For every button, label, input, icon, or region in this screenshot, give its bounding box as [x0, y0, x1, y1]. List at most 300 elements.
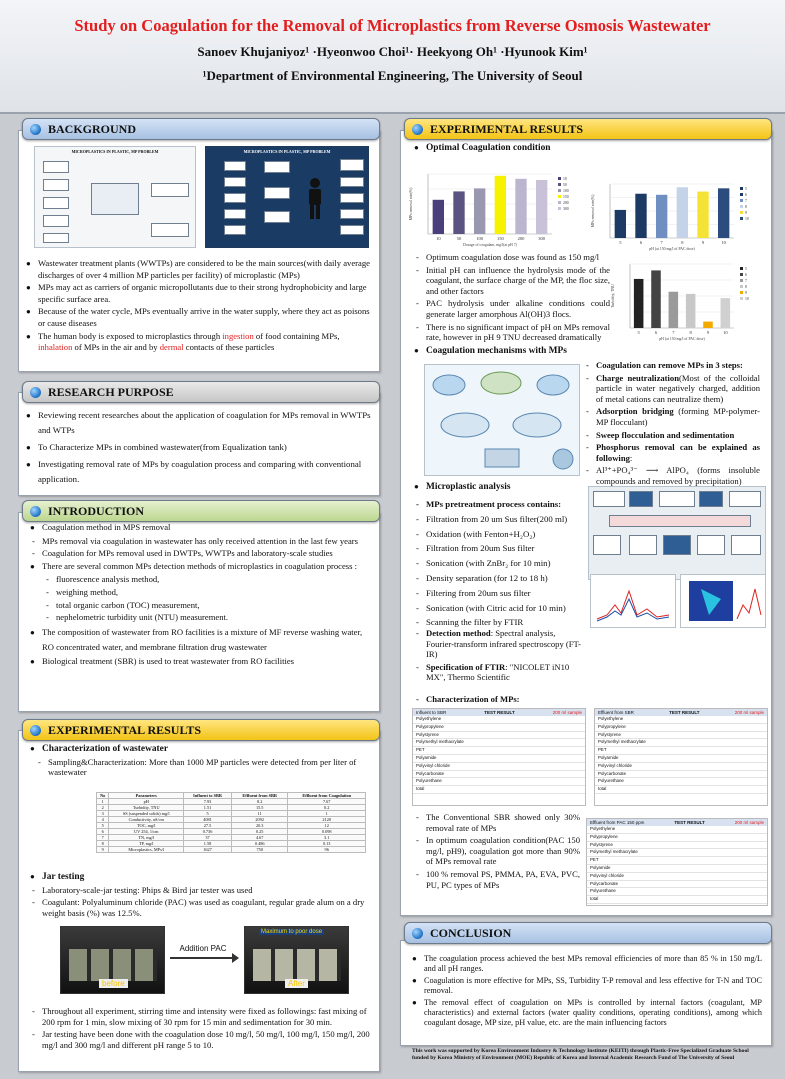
table-title-row: Effluent from PAC 150 ppm TEST RESULT 200 ml sample	[587, 819, 767, 826]
background-bullets	[26, 258, 371, 355]
pre-step: - Oxidation (with Fenton+H₂O₂)	[414, 528, 586, 541]
table-row	[97, 847, 366, 853]
acknowledgement: This work was supported by Korea Environment Industry & Technology Institute (KEITI) through Plastic-Free Specialized Graduate School funded by Korea Ministry of Environment (MOE) Republic of Korea and Internal Academic Research Fund of The University of Seoul	[412, 1048, 749, 1061]
bar	[635, 194, 646, 238]
jar-title: ● Jar testing	[30, 872, 370, 883]
pretreatment-steps	[414, 498, 586, 631]
legend-label: 10	[745, 297, 749, 301]
fig-node	[151, 223, 189, 237]
pre-step: - Scanning the filter by FTIR	[414, 616, 586, 629]
legend-label: 100	[563, 189, 569, 193]
table-title-row: Influent to SBR TEST RESULT 200 ml sample	[413, 709, 585, 716]
legend-swatch	[558, 207, 561, 210]
conclusion-bullet: ● The coagulation process achieved the best MPs removal efficiencies of more than 85 % in 150 mg/L and all pH ranges.	[412, 954, 762, 974]
bar	[615, 210, 626, 238]
polymer-row: Polyvinyl chloride	[587, 873, 767, 881]
bar	[697, 192, 708, 238]
background-bullet: ● Wastewater treatment plants (WWTPs) are considered to be the main sources(with daily average discharges of over 4 million MP particles per facility) of microplastic (MPs)	[26, 258, 371, 280]
intro-dash: - Coagulation for MPs removal used in DWTPs, WWTPs and laboratory-scale studies	[30, 548, 372, 559]
tick-label: 10	[721, 240, 726, 245]
table-cell: Microplastics, MPs/l	[109, 847, 184, 853]
bar	[474, 188, 485, 234]
bar	[634, 279, 644, 328]
table-cell: 1.58	[184, 841, 232, 847]
polymer-row: Polyethylene	[587, 826, 767, 834]
table-cell: 1627	[184, 847, 232, 853]
intro-bullet: ● Coagulation method in MPS removal	[30, 522, 372, 534]
polymer-row: total	[587, 896, 767, 904]
table-cell: 4081	[184, 817, 232, 823]
table-cell: 2120	[288, 817, 366, 823]
flow-step	[629, 535, 657, 555]
fig-node	[43, 197, 69, 209]
table-cell: 8.2	[232, 799, 288, 805]
fig-node	[43, 233, 69, 243]
tick-label: 7	[672, 330, 675, 335]
fig-node	[340, 159, 364, 171]
table-cell: 4.67	[232, 835, 288, 841]
opt-bullet: - PAC hydrolysis under alkaline conditions could generate larger amorphous Al(OH)3 flocs.	[414, 298, 610, 319]
jar-dash: - Laboratory-scale-jar testing: Phips & Bird jar tester was used	[30, 885, 370, 896]
table-cell: Conductivity, uS/cm	[109, 817, 184, 823]
legend-label: 5	[745, 187, 747, 191]
detection-info	[414, 628, 584, 685]
background-bullet: ● MPs may act as carriers of organic micropollutants due to their strong hydrophobicity and large specific surface area.	[26, 282, 371, 304]
bar	[433, 200, 444, 234]
bullet-dot-icon	[412, 124, 423, 135]
table-cell: 7.93	[184, 799, 232, 805]
table-cell: 9	[97, 847, 109, 853]
ftir-spectrum-left	[590, 574, 676, 628]
legend-swatch	[558, 195, 561, 198]
tick-label: 10	[436, 236, 441, 241]
table-cell: 0.486	[232, 841, 288, 847]
photo-banner: Maximum to poor dose	[261, 929, 323, 935]
tick-label: 5	[619, 240, 622, 245]
flow-step	[593, 535, 621, 555]
bullet-dot-icon	[412, 928, 423, 939]
flow-step	[663, 535, 691, 555]
polymer-row: Polyamide	[413, 755, 585, 763]
tick-label: 150	[496, 236, 504, 241]
legend-swatch	[740, 291, 743, 294]
fig-node	[224, 177, 246, 187]
legend-swatch	[740, 187, 743, 190]
jar-dash: - Coagulant: Polyaluminum chloride (PAC) was used as coagulant, regular grade alum on a dry weight basis (%) was 12.5%.	[30, 897, 370, 918]
legend-label: 6	[745, 193, 747, 197]
legend-swatch	[558, 183, 561, 186]
conclusion-bullet: ● The removal effect of coagulation on MPs is controlled by internal factors (coagulant, MP characteristics) and external factors (water quality conditions, operating conditions), among which coagulant dosage, MP size, pH value, etc. are the main influencing factors	[412, 998, 762, 1028]
bar	[656, 195, 667, 238]
pre-step: - Sonication (with Citric acid for 10 min)	[414, 602, 586, 615]
flow-step	[699, 491, 723, 507]
intro-dash: - MPs removal via coagulation in wastewater has only received attention in the last few years	[30, 536, 372, 547]
table-cell: pH	[109, 799, 184, 805]
polymer-row: Polymethyl methacrylate	[595, 739, 767, 747]
intro-bullet: ● There are several common MPs detection methods of microplastics in coagulation process :	[30, 561, 372, 573]
bullet-dot-icon	[30, 124, 41, 135]
legend-swatch	[558, 201, 561, 204]
mp-table-rows	[587, 826, 767, 904]
intro-bullet: ● Biological treatment (SBR) is used to treat wastewater from RO facilities	[30, 656, 372, 668]
fig-node	[224, 193, 246, 203]
polymer-row: Polycarbonate	[595, 771, 767, 779]
legend-label: 8	[745, 285, 747, 289]
addition-pac-label: Addition PAC	[179, 944, 227, 953]
introduction-bullets	[30, 522, 372, 669]
tick-label: 6	[639, 240, 643, 245]
fig-node	[340, 177, 364, 187]
chart-ph-removal	[588, 176, 764, 252]
tick-label: 100	[476, 236, 484, 241]
summary-bullet: - The Conventional SBR showed only 30% removal rate of MPs	[414, 812, 580, 833]
x-axis-label: Dosage of coagulant, mg/l(at pH 7)	[463, 243, 517, 247]
legend-swatch	[558, 189, 561, 192]
fig-node	[340, 209, 364, 219]
table-cell: 5	[184, 811, 232, 817]
flow-step	[593, 491, 625, 507]
opt-title: ● Optimal Coagulation condition	[414, 143, 754, 154]
bar	[721, 298, 731, 328]
polymer-row: Polymethyl methacrylate	[413, 739, 585, 747]
detection-method-item: - nephelometric turbidity unit (NTU) measurement.	[44, 612, 372, 623]
legend-swatch	[740, 205, 743, 208]
exp-right-heading: EXPERIMENTAL RESULTS	[404, 118, 772, 140]
fig-node	[264, 187, 290, 199]
purpose-bullet: ● To Characterize MPs in combined wastewater(from Equalization tank)	[26, 440, 371, 455]
polymer-row: Polyvinyl chloride	[413, 763, 585, 771]
table-cell: 96	[288, 847, 366, 853]
bar	[495, 176, 506, 234]
legend-label: 300	[563, 207, 569, 211]
fig-node	[224, 209, 246, 219]
chart-ph-turbidity	[608, 256, 764, 342]
fig-node	[340, 193, 364, 203]
summary-bullet: - In optimum coagulation condition(PAC 150 mg/l, pH9), coagulation got more than 90% of MPs removal rate	[414, 835, 580, 867]
mp-char-title: - Characterization of MPs:	[414, 694, 754, 705]
polymer-row: Polystyrene	[587, 842, 767, 850]
wastewater-characterization	[30, 744, 370, 780]
conclusion-heading: CONCLUSION	[404, 922, 772, 944]
table-cell: 750	[232, 847, 288, 853]
legend-swatch	[740, 199, 743, 202]
bar	[677, 187, 688, 238]
detection-method-item: - fluorescence analysis method,	[44, 574, 372, 585]
table-cell: 7.67	[288, 799, 366, 805]
background-bullet: ● The human body is exposed to microplastics through ingestion of food containing MPs, inhalation of MPs in the air and by dermal contacts of these particles	[26, 331, 371, 353]
polymer-row: Polyurethane	[595, 778, 767, 786]
polymer-row: Polypropylene	[587, 834, 767, 842]
poster-affiliation: ¹Department of Environmental Engineering, The University of Seoul	[202, 68, 583, 83]
bar	[453, 191, 464, 234]
pre-step: - Filtering from 20um sus filter	[414, 587, 586, 600]
legend-label: 50	[563, 183, 567, 187]
detection-method-item: - weighing method,	[44, 587, 372, 598]
purpose-bullets	[26, 408, 371, 489]
table-cell: 2	[97, 805, 109, 811]
bar	[536, 180, 547, 234]
photo-before-label: before	[99, 979, 128, 988]
legend-label: 10	[745, 217, 749, 221]
background-heading: BACKGROUND	[22, 118, 380, 140]
arrowhead-icon	[232, 953, 239, 963]
table-header: Effluent from Coagulation	[288, 793, 366, 799]
mech-item: - Sweep flocculation and sedimentation	[584, 430, 760, 441]
legend-swatch	[740, 273, 743, 276]
fig-node	[43, 179, 69, 191]
table-header: No	[97, 793, 109, 799]
polymer-row: Polypropylene	[413, 724, 585, 732]
polymer-row: Polyvinyl chloride	[595, 763, 767, 771]
summary-bullet: - 100 % removal PS, PMMA, PA, EVA, PVC, PU, PC types of MPs	[414, 869, 580, 890]
polymer-row: Polyurethane	[587, 888, 767, 896]
tick-label: 300	[538, 236, 546, 241]
pre-title: - MPs pretreatment process contains:	[414, 498, 586, 511]
exp-left-heading: EXPERIMENTAL RESULTS	[22, 719, 380, 741]
table-cell: 1	[288, 811, 366, 817]
table-cell: 27.5	[184, 823, 232, 829]
y-axis-label: MPs removal rate(%)	[591, 194, 595, 228]
intro-bullet: ● The composition of wastewater from RO facilities is a mixture of MF reverse washing water, RO concentrated water, and membrane filtration drug wastewater	[30, 625, 372, 654]
polymer-row: Polycarbonate	[587, 881, 767, 889]
legend-swatch	[740, 217, 743, 220]
tick-label: 8	[681, 240, 684, 245]
chart-dosage	[406, 166, 582, 248]
fig-node	[264, 161, 290, 173]
mech-formula: - Al³⁺+PO₄³⁻ ⟶ AlPO₄ (forms insoluble compounds and removed by precipitation)	[584, 465, 760, 486]
bullet-dot-icon	[30, 506, 41, 517]
table-cell: 7	[97, 835, 109, 841]
fig-node	[43, 215, 69, 227]
jar-row	[253, 949, 341, 981]
table-cell: 20.3	[232, 823, 288, 829]
fig-node	[224, 225, 246, 235]
figure-left-title: MICROPLASTICS IN PLASTIC, MP PROBLEM	[71, 149, 159, 154]
char-text: - Sampling&Characterization: More than 1000 MP particles were detected from per liter of wastewater	[36, 757, 370, 778]
polymer-row: total	[413, 786, 585, 794]
table-cell: 1.51	[184, 805, 232, 811]
legend-label: 9	[745, 211, 747, 215]
arrow-right-icon	[170, 957, 236, 959]
poster-title: Study on Coagulation for the Removal of Microplastics from Reverse Osmosis Wastewater	[74, 16, 711, 35]
polymer-row: Polycarbonate	[413, 771, 585, 779]
opt-bullet: - Initial pH can influence the hydrolysis mode of the coagulant, the surface charge of the MP, the floc size, and other factors	[414, 265, 610, 297]
table-header: Effluent from SBR	[232, 793, 288, 799]
coagulation-mechanism-diagram	[424, 364, 580, 476]
purpose-bullet: ● Reviewing recent researches about the application of coagulation for MPs removal in WWTPs and WTPs	[26, 408, 371, 438]
legend-label: 9	[745, 291, 747, 295]
micro-title: ● Microplastic analysis	[414, 482, 754, 493]
table-cell: 11	[232, 811, 288, 817]
bar	[718, 188, 729, 238]
tick-label: 7	[660, 240, 663, 245]
table-header: Influent to SBR	[184, 793, 232, 799]
legend-swatch	[740, 193, 743, 196]
y-axis-label: Turbidity, TNU	[611, 284, 615, 308]
tick-label: 50	[456, 236, 462, 241]
table-cell: 0.25	[232, 829, 288, 835]
photo-after-label: After	[285, 979, 308, 988]
human-figure-icon	[304, 177, 326, 221]
background-bullet: ● Because of the water cycle, MPs eventually arrive in the water supply, where they act as poisons or cause diseases	[26, 306, 371, 328]
opt-bullets	[414, 252, 610, 345]
y-axis-label: MPs removal rate(%)	[409, 187, 413, 221]
bullet-dot-icon	[30, 725, 41, 736]
flow-step	[697, 535, 725, 555]
jar-testing	[30, 872, 370, 920]
ftir-map	[681, 575, 765, 627]
polymer-row: Polymethyl methacrylate	[587, 849, 767, 857]
legend-swatch	[740, 211, 743, 214]
legend-label: 200	[563, 201, 569, 205]
polymer-row: total	[595, 786, 767, 794]
poster-authors: Sanoev Khujaniyoz¹ ·Hyeonwoo Choi¹· Heekyong Oh¹ ·Hyunook Kim¹	[197, 44, 588, 59]
bar	[669, 292, 679, 328]
conclusion-bullets	[412, 954, 762, 1030]
table-cell: 5	[97, 823, 109, 829]
conclusion-bullet: ● Coagulation is more effective for MPs, SS, Turbidity T-P removal and less effective for T-N and TOC removal.	[412, 976, 762, 996]
fig-node	[340, 225, 364, 235]
ftir-spec: - Specification of FTIR: "NICOLET iN10 MX", Thermo Scientific	[414, 662, 584, 683]
introduction-heading: INTRODUCTION	[22, 500, 380, 522]
polymer-row: Polyamide	[587, 865, 767, 873]
polymer-row: Polyethylene	[413, 716, 585, 724]
tick-label: 5	[637, 330, 640, 335]
jar-row	[69, 949, 157, 981]
legend-label: 7	[745, 199, 747, 203]
wastewater-table	[96, 792, 366, 853]
table-cell: 8	[97, 841, 109, 847]
bar	[515, 179, 526, 234]
polymer-row: PET	[595, 747, 767, 755]
background-figure-right	[205, 146, 369, 248]
mech-title: ● Coagulation mechanisms with MPs	[414, 346, 754, 357]
purpose-heading: RESEARCH PURPOSE	[22, 381, 380, 403]
jar-dash: - Jar testing have been done with the coagulation dose 10 mg/l, 50 mg/l, 100 mg/l, 150 mg/l, 200 mg/l and 300 mg/l and different pH range 5 to 10.	[30, 1029, 370, 1050]
legend-label: 6	[745, 273, 747, 277]
pretreatment-flow-diagram	[588, 486, 766, 580]
polymer-row: Polyamide	[595, 755, 767, 763]
bar	[651, 270, 661, 328]
table-title-row: Effluent from SBR TEST RESULT 200 ml sample	[595, 709, 767, 716]
table-cell: 0.736	[184, 829, 232, 835]
flow-step	[629, 491, 653, 507]
mp-table-influent	[412, 708, 586, 806]
table-cell: 2092	[232, 817, 288, 823]
mp-char-title-wrap	[414, 694, 754, 707]
summary-bullets	[414, 812, 580, 892]
fig-node	[151, 183, 189, 197]
legend-label: 5	[745, 267, 747, 271]
legend-swatch	[740, 285, 743, 288]
ftir-spectrum-right	[680, 574, 766, 628]
table-cell: UV 254, 1/cm	[109, 829, 184, 835]
table-cell: 3	[97, 811, 109, 817]
jar-conditions	[30, 1006, 370, 1052]
bar	[686, 294, 696, 328]
mp-table-rows	[413, 716, 585, 794]
flow-step	[659, 491, 695, 507]
x-axis-label: pH (at 150 mg/l of PAC dose)	[659, 337, 705, 341]
tick-label: 9	[706, 330, 710, 335]
table-cell: 4	[97, 817, 109, 823]
mechanism-illustration	[425, 365, 579, 475]
fig-node	[224, 161, 246, 171]
detection-method-item: - total organic carbon (TOC) measurement,	[44, 600, 372, 611]
mech-item: - Adsorption bridging (forming MP-polymer-MP flocculant)	[584, 406, 760, 427]
table-cell: 12	[288, 823, 366, 829]
table-cell: TOC, mg/l	[109, 823, 184, 829]
treatment-facility-illustration	[91, 183, 139, 215]
tick-label: 9	[701, 240, 705, 245]
legend-swatch	[740, 279, 743, 282]
legend-label: 8	[745, 205, 747, 209]
table-cell: SS (suspended solids) mg/l	[109, 811, 184, 817]
polymer-row: PET	[413, 747, 585, 755]
polymer-row: Polypropylene	[595, 724, 767, 732]
polymer-row: Polyethylene	[595, 716, 767, 724]
pre-step: - Sonication (with ZnBr₂ for 10 min)	[414, 557, 586, 570]
mech-list	[584, 360, 760, 489]
polymer-row: Polystyrene	[413, 732, 585, 740]
flow-step	[731, 535, 761, 555]
table-cell: 0.2	[288, 805, 366, 811]
opt-title-wrap	[414, 143, 754, 156]
table-header: Parameters	[109, 793, 184, 799]
tick-label: 8	[689, 330, 692, 335]
pre-step: - Density separation (for 12 to 18 h)	[414, 572, 586, 585]
pre-step: - Filtration from 20 um Sus filter(200 ml)	[414, 513, 586, 526]
char-title: ● Characterization of wastewater	[30, 744, 370, 755]
purpose-bullet: ● Investigating removal rate of MPs by coagulation process and comparing with conventional application.	[26, 457, 371, 487]
mech-item: - Phosphorus removal can be explained as following:	[584, 442, 760, 463]
mp-table-pac	[586, 818, 768, 906]
table-cell: Turbidity, TNU	[109, 805, 184, 811]
opt-bullet: - Optimum coagulation dose was found as 150 mg/l	[414, 252, 610, 263]
polymer-row: PET	[587, 857, 767, 865]
fig-node	[43, 161, 69, 173]
ftir-plot	[591, 575, 675, 627]
legend-swatch	[558, 177, 561, 180]
legend-label: 150	[563, 195, 569, 199]
polymer-row: Polyurethane	[413, 778, 585, 786]
bar	[703, 322, 713, 328]
legend-swatch	[740, 297, 743, 300]
jar-photo-before	[60, 926, 165, 994]
table-cell: 0.098	[288, 829, 366, 835]
legend-label: 10	[563, 177, 567, 181]
opt-bullet: - There is no significant impact of pH on MPs removal rate, however in pH 9 TNU decreased dramatically	[414, 322, 610, 343]
mech-item: - Charge neutralization(Most of the colloidal particle in water negatively charged, addition of metal cations can neutralize them)	[584, 373, 760, 405]
table-cell: 6	[97, 829, 109, 835]
pre-step: - Filtration from 20um Sus filter	[414, 542, 586, 555]
jar-dash: - Throughout all experiment, stirring time and intensity were fixed as followings: fast mixing of 200 rpm for 1 min, slow mixing of 30 rpm for 15 min and sedimentation for 30 min.	[30, 1006, 370, 1027]
table-cell: TN, mg/l	[109, 835, 184, 841]
mech-intro: - Coagulation can remove MPs in 3 steps:	[584, 360, 760, 371]
table-cell: TP, mg/l	[109, 841, 184, 847]
mp-table-effluent	[594, 708, 768, 806]
legend-swatch	[740, 267, 743, 270]
tick-label: 200	[517, 236, 525, 241]
table-cell: 15.5	[232, 805, 288, 811]
table-cell: 3.1	[288, 835, 366, 841]
table-cell: 1	[97, 799, 109, 805]
background-figure-left	[34, 146, 196, 248]
detection-method: - Detection method: Spectral analysis, Fourier-transform infrared spectroscopy (FT-IR)	[414, 628, 584, 660]
flow-banner	[609, 515, 751, 527]
bullet-dot-icon	[30, 387, 41, 398]
tick-label: 6	[654, 330, 658, 335]
